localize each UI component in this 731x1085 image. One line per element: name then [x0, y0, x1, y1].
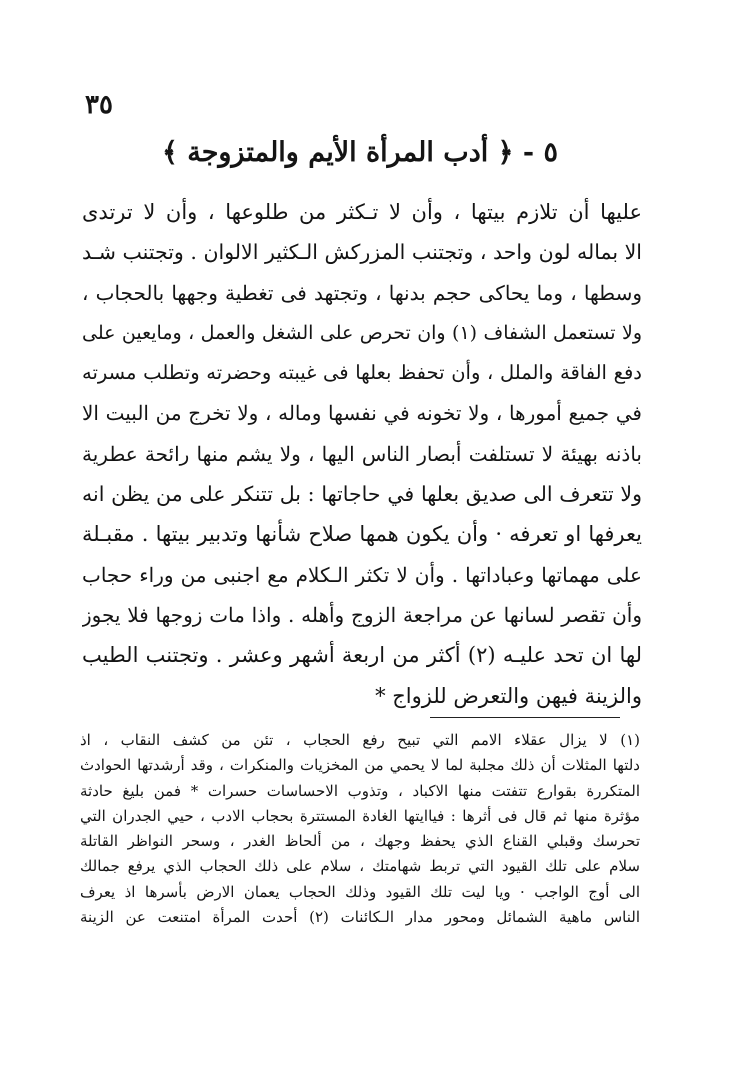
footnote-line: المتكررة بقوارع تتفتت منها الاكباد ، وتذوب الاحساسات حسرات * فمن بليغ حادثة — [80, 781, 640, 800]
body-line: عليها أن تلازم بيتها ، وأن لا تـكثر من طلوعها ، وأن لا ترتدى — [82, 200, 642, 224]
footnotes — [80, 728, 640, 930]
body-line: باذنه بهيئة لا تستلفت أبصار الناس اليها ، ولا يشم منها رائحة عطرية — [82, 441, 642, 466]
body-line: وسطها ، وما يحاكى حجم بدنها ، وتجتهد فى تغطية وجهها بالحجاب ، — [82, 280, 642, 305]
body-line: لها ان تحد عليـه (٢) أكثر من اربعة أشهر وعشر . وتجتنب الطيب — [82, 643, 642, 668]
body-line: الا بماله لون واحد ، وتجتنب المزركش الـكثير الالوان . وتجتنب شـد — [82, 240, 642, 265]
body-line: على مهماتها وعباداتها . وأن لا تكثر الـكلام مع اجنبى من وراء حجاب — [82, 562, 642, 587]
body-line: في جميع أمورها ، ولا تخونه في نفسها وماله ، ولا تخرج من البيت الا — [82, 401, 642, 426]
footnote-line: الناس ماهية الشمائل ومحور مدار الـكائنات (٢) أحدت المرأة امتنعت عن الزينة — [80, 908, 640, 927]
body-line: وأن تقصر لسانها عن مراجعة الزوج وأهله . واذا مات زوجها فلا يجوز — [82, 602, 642, 627]
body-line: دفع الفاقة والملل ، وأن تحفظ بعلها فى غيبته وحضرته وتطلب مسرته — [82, 361, 642, 385]
footnote-line: تحرسك وقبلي القناع الذي يحفظ وجهك ، من ألحاظ الغدر ، وسحر النواظر القاتلة — [80, 832, 640, 851]
footnote-divider — [430, 717, 620, 718]
body-line: ولا تتعرف الى صديق بعلها في حاجاتها : بل تتنكر على من يظن انه — [82, 482, 642, 507]
body-text — [82, 192, 642, 716]
footnote-line: الى أوج الواجب · ويا ليت تلك القيود وذلك الحجاب يعمان الارض بأسرها اذ يعرف — [80, 882, 640, 901]
page-number: ٣٥ — [85, 90, 113, 120]
footnote-line: مؤثرة منها ثم قال فى أثرها : فياايتها الغادة المستترة بحجاب الادب ، حيي الجدران التي — [80, 806, 640, 825]
body-line: ولا تستعمل الشفاف (١) وان تحرص على الشغل والعمل ، ومايعين على — [82, 321, 642, 344]
body-line: يعرفها او تعرفه · وأن يكون همها صلاح شأنها وتدبير بيتها . مقبـلة — [82, 522, 642, 547]
chapter-heading: ٥ - ﴿ أدب المرأة الأيم والمتزوجة ﴾ — [162, 137, 558, 168]
footnote-line: دلتها المثلات أن ذلك مجلبة لما لا يحمي من المخزيات والمنكرات ، وقد أرشدتها الحوادث — [80, 756, 640, 775]
footnote-line: (١) لا يزال عقلاء الامم التي تبيح رفع الحجاب ، تئن من كشف النقاب ، اذ — [80, 731, 640, 749]
footnote-line: سلام على تلك القيود التي تربط شهامتك ، سلام على ذلك الحجاب الذي يرفع جمالك — [80, 857, 640, 876]
body-line: والزينة فيهن والتعرض للزواج * — [375, 683, 642, 708]
